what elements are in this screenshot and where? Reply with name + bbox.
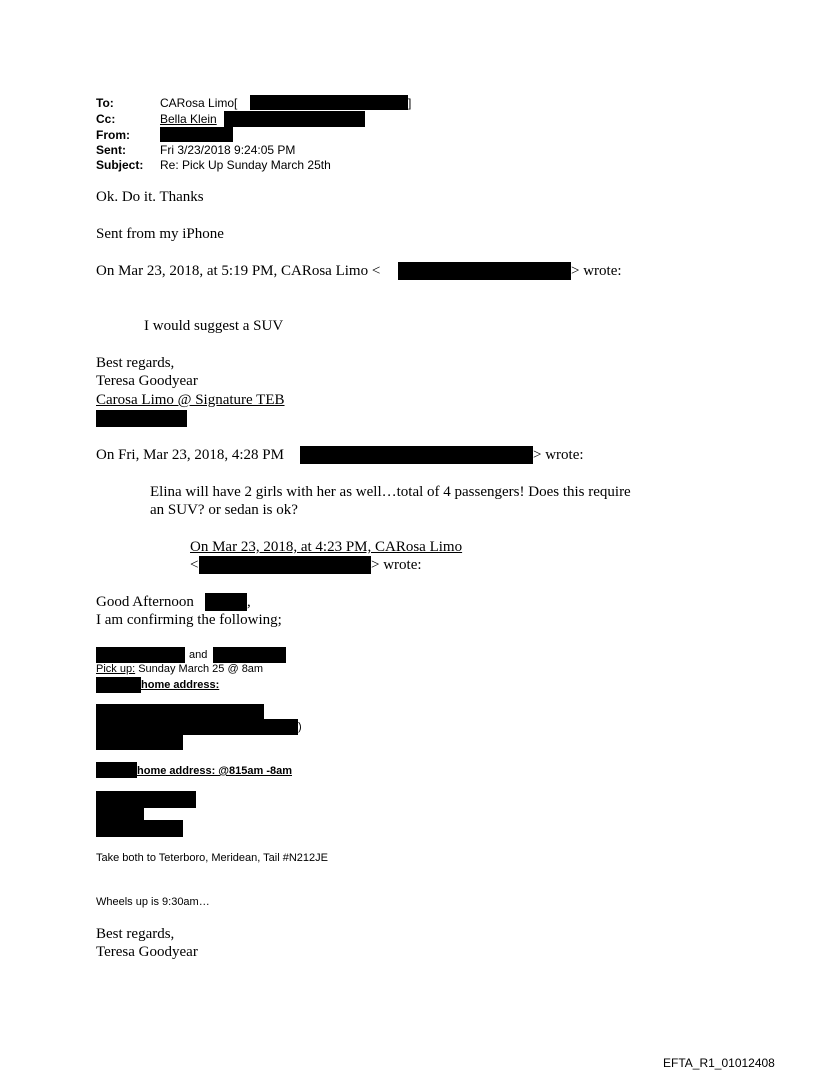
redaction-from xyxy=(160,127,233,142)
redaction-quote3-email xyxy=(199,556,371,574)
closing-regards: Best regards, xyxy=(96,926,175,942)
subject-value: Re: Pick Up Sunday March 25th xyxy=(160,158,331,172)
cc-label: Cc: xyxy=(96,112,116,126)
redaction-address2-line-2 xyxy=(96,807,144,821)
redaction-address2-line-1 xyxy=(96,791,196,808)
greeting-comma: , xyxy=(247,594,251,610)
quote1-suggestion: I would suggest a SUV xyxy=(144,318,284,334)
pickup-line xyxy=(96,663,263,675)
home-address-1: home address: xyxy=(141,679,220,691)
redaction-home-name-1 xyxy=(96,677,141,693)
redaction-address-line-3 xyxy=(96,734,183,750)
redaction-address-line-2 xyxy=(96,719,298,735)
address-paren: ) xyxy=(298,721,302,733)
redaction-to xyxy=(250,95,408,110)
greeting: Good Afternoon xyxy=(96,594,194,610)
sent-value: Fri 3/23/2018 9:24:05 PM xyxy=(160,143,296,157)
and-word: and xyxy=(189,649,208,661)
reply-signature: Sent from my iPhone xyxy=(96,226,224,242)
quote3-lt: < xyxy=(190,557,199,573)
redaction-home-name-2 xyxy=(96,762,137,778)
confirming-text: I am confirming the following; xyxy=(96,612,282,628)
to-value: CARosa Limo[ xyxy=(160,96,238,110)
redaction-address2-line-3 xyxy=(96,820,183,837)
document-id: EFTA_R1_01012408 xyxy=(663,1056,775,1070)
pickup-label: Pick up: xyxy=(96,663,136,675)
redaction-cc xyxy=(224,111,365,127)
quote1-company: Carosa Limo @ Signature TEB xyxy=(96,392,285,408)
from-label: From: xyxy=(96,128,130,142)
cc-value: Bella Klein xyxy=(160,112,217,126)
quote2-intro: On Fri, Mar 23, 2018, 4:28 PM xyxy=(96,447,284,463)
quote1-intro: On Mar 23, 2018, at 5:19 PM, CARosa Limo < xyxy=(96,263,381,279)
quote2-line1: Elina will have 2 girls with her as well…total of 4 passengers! Does this require xyxy=(150,484,631,500)
sent-label: Sent: xyxy=(96,143,126,157)
redaction-quote1-email xyxy=(398,262,571,280)
redaction-greeting-name xyxy=(205,593,247,611)
to-close-bracket: ] xyxy=(408,96,412,110)
quote1-regards: Best regards, xyxy=(96,355,175,371)
subject-label: Subject: xyxy=(96,158,144,172)
quote1-name: Teresa Goodyear xyxy=(96,373,198,389)
quote2-line2: an SUV? or sedan is ok? xyxy=(150,502,298,518)
redaction-quote2-sender xyxy=(300,446,533,464)
pickup-value: Sunday March 25 @ 8am xyxy=(135,663,264,675)
quote1-wrote: > wrote: xyxy=(571,263,622,279)
reply-text: Ok. Do it. Thanks xyxy=(96,189,204,205)
closing-name: Teresa Goodyear xyxy=(96,944,198,960)
redaction-passenger-2 xyxy=(213,647,286,663)
take-both-text: Take both to Teterboro, Meridean, Tail #N212JE xyxy=(96,852,328,864)
wheels-up-text: Wheels up is 9:30am… xyxy=(96,896,210,908)
quote2-wrote: > wrote: xyxy=(533,447,584,463)
to-label: To: xyxy=(96,96,114,110)
quote3-wrote: > wrote: xyxy=(371,557,422,573)
redaction-address-line-1 xyxy=(96,704,264,720)
home-address-2: home address: @815am -8am xyxy=(137,765,293,777)
quote3-intro: On Mar 23, 2018, at 4:23 PM, CARosa Limo xyxy=(190,539,463,555)
redaction-passenger-1 xyxy=(96,647,185,663)
redaction-quote1-phone xyxy=(96,410,187,427)
